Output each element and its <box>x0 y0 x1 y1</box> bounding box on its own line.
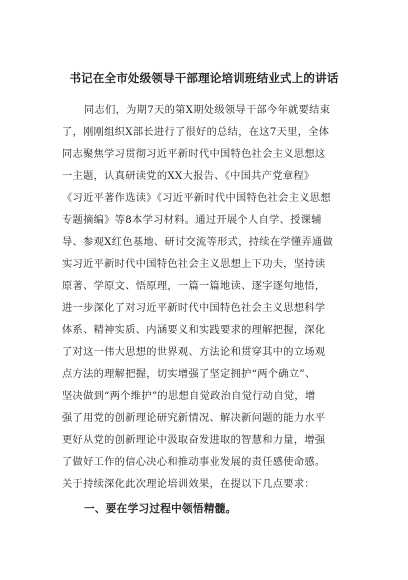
paragraph-line: 导、参观X红色基地、研讨交流等形式，持续在学懂弄通做 <box>62 237 334 248</box>
paragraph-line: 关于持续深化此次理论培训效果，在提以下几点要求： <box>62 479 315 490</box>
paragraph-line: 了，刚刚组织X部长进行了很好的总结，在这7天里，全体 <box>62 127 330 138</box>
paragraph-line: 更好从党的创新理论中汲取奋发进取的智慧和力量，增强 <box>62 435 326 446</box>
paragraph-line: 点方法的理解把握，切实增强了坚定拥护“两个确立”、 <box>62 369 316 380</box>
paragraph-line: 一主题，认真研读党的XX大报告、《中国共产党章程》 <box>62 171 315 182</box>
paragraph-line: 专题摘编》等8本学习材料。通过开展个人自学、授课辅 <box>62 215 322 226</box>
paragraph-line: 了对这一伟大思想的世界观、方法论和贯穿其中的立场观 <box>62 347 326 358</box>
paragraph-line: 原著、学原文、悟原理，一篇一篇地读、逐字逐句地悟， <box>62 281 326 292</box>
document-title: 书记在全市处级领导干部理论培训班结业式上的讲话 <box>69 71 339 85</box>
paragraph-line: 了做好工作的信心决心和推动事业发展的责任感使命感。 <box>62 457 326 468</box>
paragraph-line: 坚决做到“两个维护”的思想自觉政治自觉行动自觉，增 <box>62 391 316 402</box>
paragraph-line: 进一步深化了对习近平新时代中国特色社会主义思想科学 <box>62 303 326 314</box>
paragraph-line: 体系、精神实质、内涵要义和实践要求的理解把握，深化 <box>62 325 326 336</box>
paragraph-line: 同志们，为期7天的第X期处级领导干部今年就要结束 <box>84 105 331 116</box>
paragraph-line: 《习近平著作选读》《习近平新时代中国特色社会主义思想 <box>62 193 331 204</box>
paragraph-line: 强了用党的创新理论研究新情况、解决新问题的能力水平 <box>62 413 326 424</box>
section-heading: 一、要在学习过程中领悟精髓。 <box>84 503 237 515</box>
document-body <box>62 100 352 520</box>
paragraph-line: 实习近平新时代中国特色社会主义思想上下功夫，坚持读 <box>62 259 326 270</box>
paragraph-line: 同志聚焦学习贯彻习近平新时代中国特色社会主义思想这 <box>62 149 326 160</box>
